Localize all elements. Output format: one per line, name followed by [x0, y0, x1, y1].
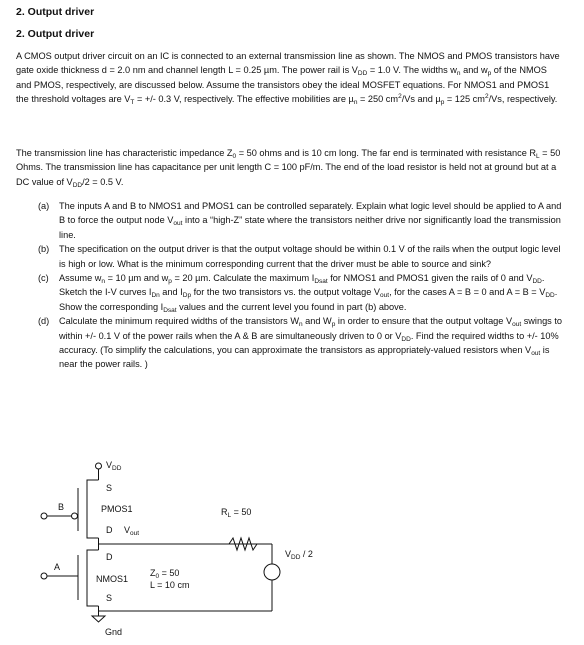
voltage-source — [264, 564, 280, 580]
section-heading: 2. Output driver — [16, 6, 95, 18]
pmos1-transistor — [72, 480, 99, 538]
question-label: (c) — [38, 273, 49, 284]
ground-symbol — [92, 616, 105, 622]
z0-label: $Z_0 = 50$ — [150, 568, 180, 580]
vout-label: $V_{out}$ — [124, 525, 140, 537]
pmos-name-label: PMOS1 — [101, 504, 133, 514]
input-a-terminal — [41, 573, 47, 579]
pmos-source-label: S — [106, 483, 113, 493]
problem-title: 2. Output driver — [16, 28, 95, 40]
vdd-half-label: $V_{DD} / 2$ — [285, 549, 313, 561]
rl-label: $R_L = 50$ — [221, 507, 252, 519]
ground-label: Gnd — [105, 627, 123, 637]
vdd-label: $V_{DD}$ — [106, 460, 122, 472]
question-text: Assume $w_n = 10$ µm and $w_p = 20$ µm. Calculate the maximum $I_{Dsat}$ for NMOS1 and PMOS1 given the rails of 0 and $V_{DD}$. Sketch the I-V curves $I_{Dn}$ and $I_{Dp}$ for the two transistors vs. the output voltage $V_{out}$, for the cases A = B = 0 and $A = B = V_{DD}$. Show the corresponding $I_{Dsat}$ values and the current level you found in part (b) above. — [59, 273, 558, 314]
question-label: (a) — [38, 201, 50, 211]
intro-paragraph: A CMOS output driver circuit on an IC is connected to an external transmission line as shown. The NMOS and PMOS transistors have gate oxide thickness d = 2.0 nm and channel length L = 0.25 µm. The power rail is $V_{DD} = 1.0$ V. The widths $w_n$ and $w_p$ of the NMOS and PMOS, respectively, are discussed below. Assume the transistors obey the ideal MOSFET equations. For NMOS1 and PMOS1 the threshold voltages are $V_T$ = +/- 0.3 V, respectively. The effective mobilities are µ$_n$ = 250 $cm^2/Vs$ and µ$_p$ = 125 $cm^2/Vs$, respectively. — [16, 51, 560, 107]
nmos-source-label: S — [106, 593, 113, 603]
pmos-gate-bubble — [72, 513, 78, 519]
question-label: (b) — [38, 244, 50, 255]
question-label: (d) — [38, 316, 50, 327]
nmos-drain-label: D — [106, 552, 113, 562]
input-a-label: A — [54, 562, 61, 572]
question-text: The inputs A and B to NMOS1 and PMOS1 can be controlled separately. Explain what logic level should be applied to A and B to force the output node $V_{out}$ into a “high-Z” state where the transistors neither drive nor significantly load the transmission line. — [59, 201, 562, 240]
nmos-name-label: NMOS1 — [96, 574, 129, 584]
input-b-terminal — [41, 513, 47, 519]
input-b-label: B — [58, 502, 65, 512]
question-text: Calculate the minimum required widths of the transistors $W_n$ and $W_p$ in order to ensure that the output voltage $V_{out}$ swings to within +/- 0.1 V of the power rails when the A & B are simultaneously driven to 0 or $V_{DD}$. Find the required widths to +/- 10% accuracy. (To simplify the calculations, you can approximate the transistors as appropriately-valued resistors when $V_{out}$ is near the power rails. ) — [59, 316, 562, 370]
question-text: The specification on the output driver is that the output voltage should be within 0.1 V of the rails when the output logic level is high or low. What is the minimum corresponding current that the driver must be able to source and sink? — [59, 244, 561, 269]
pmos-drain-label: D — [106, 525, 113, 535]
line-length-label: L = 10 cm — [150, 580, 190, 590]
transmission-line-paragraph: The transmission line has characteristic impedance $Z_0 = 50$ ohms and is 10 cm long. The far end is terminated with resistance $R_L = 50$ Ohms. The transmission line has capacitance per unit length C = 100 pF/m. The end of the load resistor is held not at ground but at a DC value of $V_{DD}/2 = 0.5$ V. — [16, 148, 561, 189]
vdd-terminal — [96, 463, 102, 469]
